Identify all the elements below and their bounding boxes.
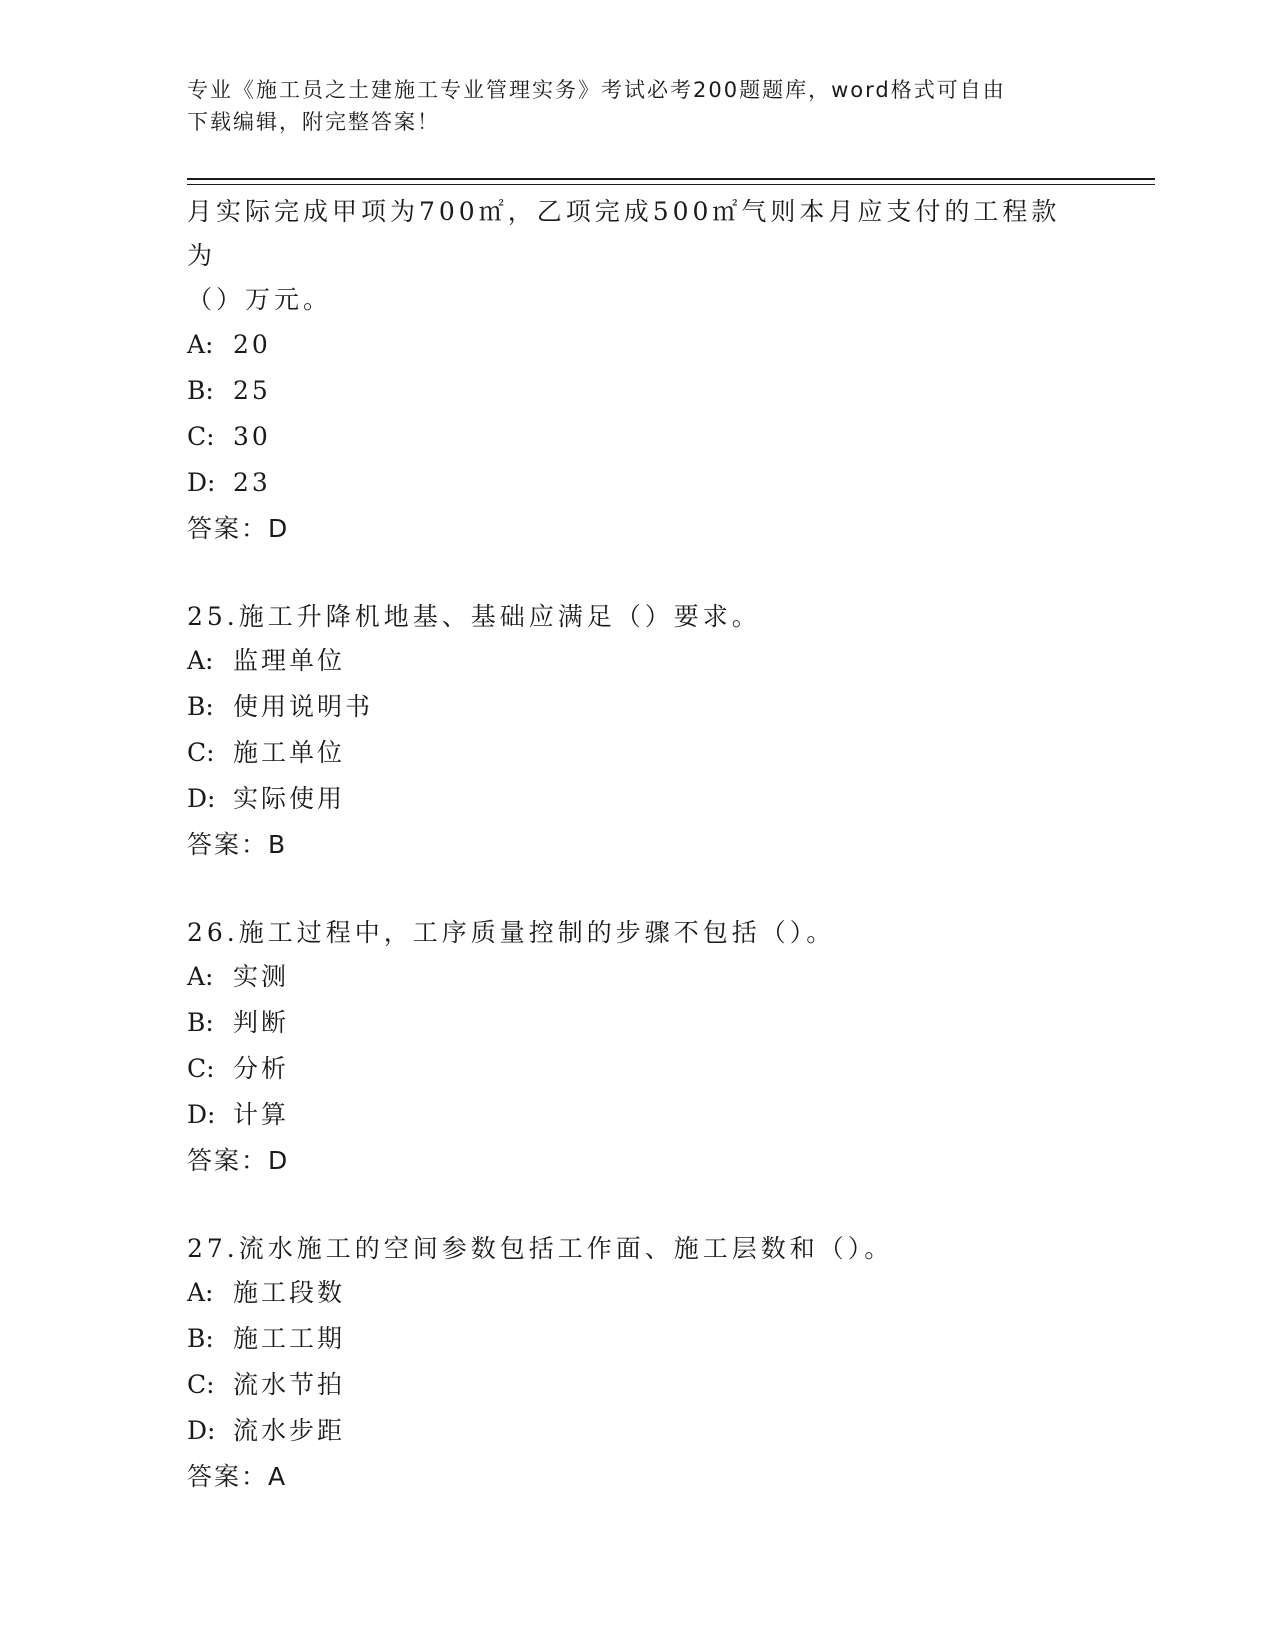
option-letter: A:	[187, 330, 214, 359]
answer-text: 答案：D	[187, 1146, 290, 1175]
answer-text: 答案：B	[187, 830, 288, 859]
option-b	[187, 368, 1087, 414]
option-text: 20	[233, 330, 271, 359]
option-c	[187, 730, 1087, 776]
question-list	[187, 190, 1087, 1544]
option-text: 流水节拍	[233, 1370, 346, 1399]
option-text: 30	[233, 422, 271, 451]
option-text: 使用说明书	[233, 692, 374, 721]
option-b	[187, 1000, 1087, 1046]
answer-text: 答案：D	[187, 514, 290, 543]
document-header	[187, 74, 1087, 138]
option-letter: B:	[187, 692, 214, 721]
option-a	[187, 638, 1087, 684]
option-letter: B:	[187, 1008, 214, 1037]
option-c	[187, 414, 1087, 460]
option-text: 23	[233, 468, 271, 497]
option-text: 施工工期	[233, 1324, 346, 1353]
option-letter: A:	[187, 962, 214, 991]
option-letter: A:	[187, 646, 214, 675]
option-letter: B:	[187, 1324, 214, 1353]
option-letter: D:	[187, 1416, 216, 1445]
option-text: 流水步距	[233, 1416, 346, 1445]
question-text: 27.流水施工的空间参数包括工作面、施工层数和（）。	[187, 1234, 894, 1263]
option-letter: D:	[187, 468, 216, 497]
header-divider-thick	[187, 178, 1155, 180]
option-d	[187, 776, 1087, 822]
answer-text: 答案：A	[187, 1462, 288, 1491]
question-item	[187, 190, 1087, 552]
option-letter: C:	[187, 1370, 215, 1399]
option-c	[187, 1046, 1087, 1092]
option-letter: C:	[187, 1054, 215, 1083]
option-text: 施工段数	[233, 1278, 346, 1307]
option-b	[187, 1316, 1087, 1362]
question-text: 月实际完成甲项为700㎡，乙项完成500㎡气则本月应支付的工程款为	[187, 197, 1061, 270]
option-text: 判断	[233, 1008, 290, 1037]
question-text: 25.施工升降机地基、基础应满足（）要求。	[187, 602, 761, 631]
question-item	[187, 912, 1087, 1184]
header-line-2: 下载编辑，附完整答案！	[187, 110, 440, 134]
question-item	[187, 596, 1087, 868]
option-d	[187, 1092, 1087, 1138]
question-item	[187, 1228, 1087, 1500]
question-text: 26.施工过程中，工序质量控制的步骤不包括（）。	[187, 918, 836, 947]
option-text: 监理单位	[233, 646, 346, 675]
header-divider-thin	[187, 184, 1155, 185]
option-letter: B:	[187, 376, 214, 405]
option-letter: C:	[187, 422, 215, 451]
option-a	[187, 1270, 1087, 1316]
option-d	[187, 460, 1087, 506]
option-b	[187, 684, 1087, 730]
option-text: 实际使用	[233, 784, 346, 813]
option-text: 计算	[233, 1100, 290, 1129]
option-letter: D:	[187, 784, 216, 813]
option-c	[187, 1362, 1087, 1408]
option-d	[187, 1408, 1087, 1454]
option-a	[187, 954, 1087, 1000]
question-text-continued: （）万元。	[187, 285, 333, 314]
option-text: 实测	[233, 962, 290, 991]
header-line-1: 专业《施工员之土建施工专业管理实务》考试必考200题题库，word格式可自由	[187, 78, 1006, 102]
option-text: 25	[233, 376, 271, 405]
option-text: 施工单位	[233, 738, 346, 767]
option-letter: A:	[187, 1278, 214, 1307]
option-letter: C:	[187, 738, 215, 767]
option-letter: D:	[187, 1100, 216, 1129]
option-text: 分析	[233, 1054, 290, 1083]
option-a	[187, 322, 1087, 368]
